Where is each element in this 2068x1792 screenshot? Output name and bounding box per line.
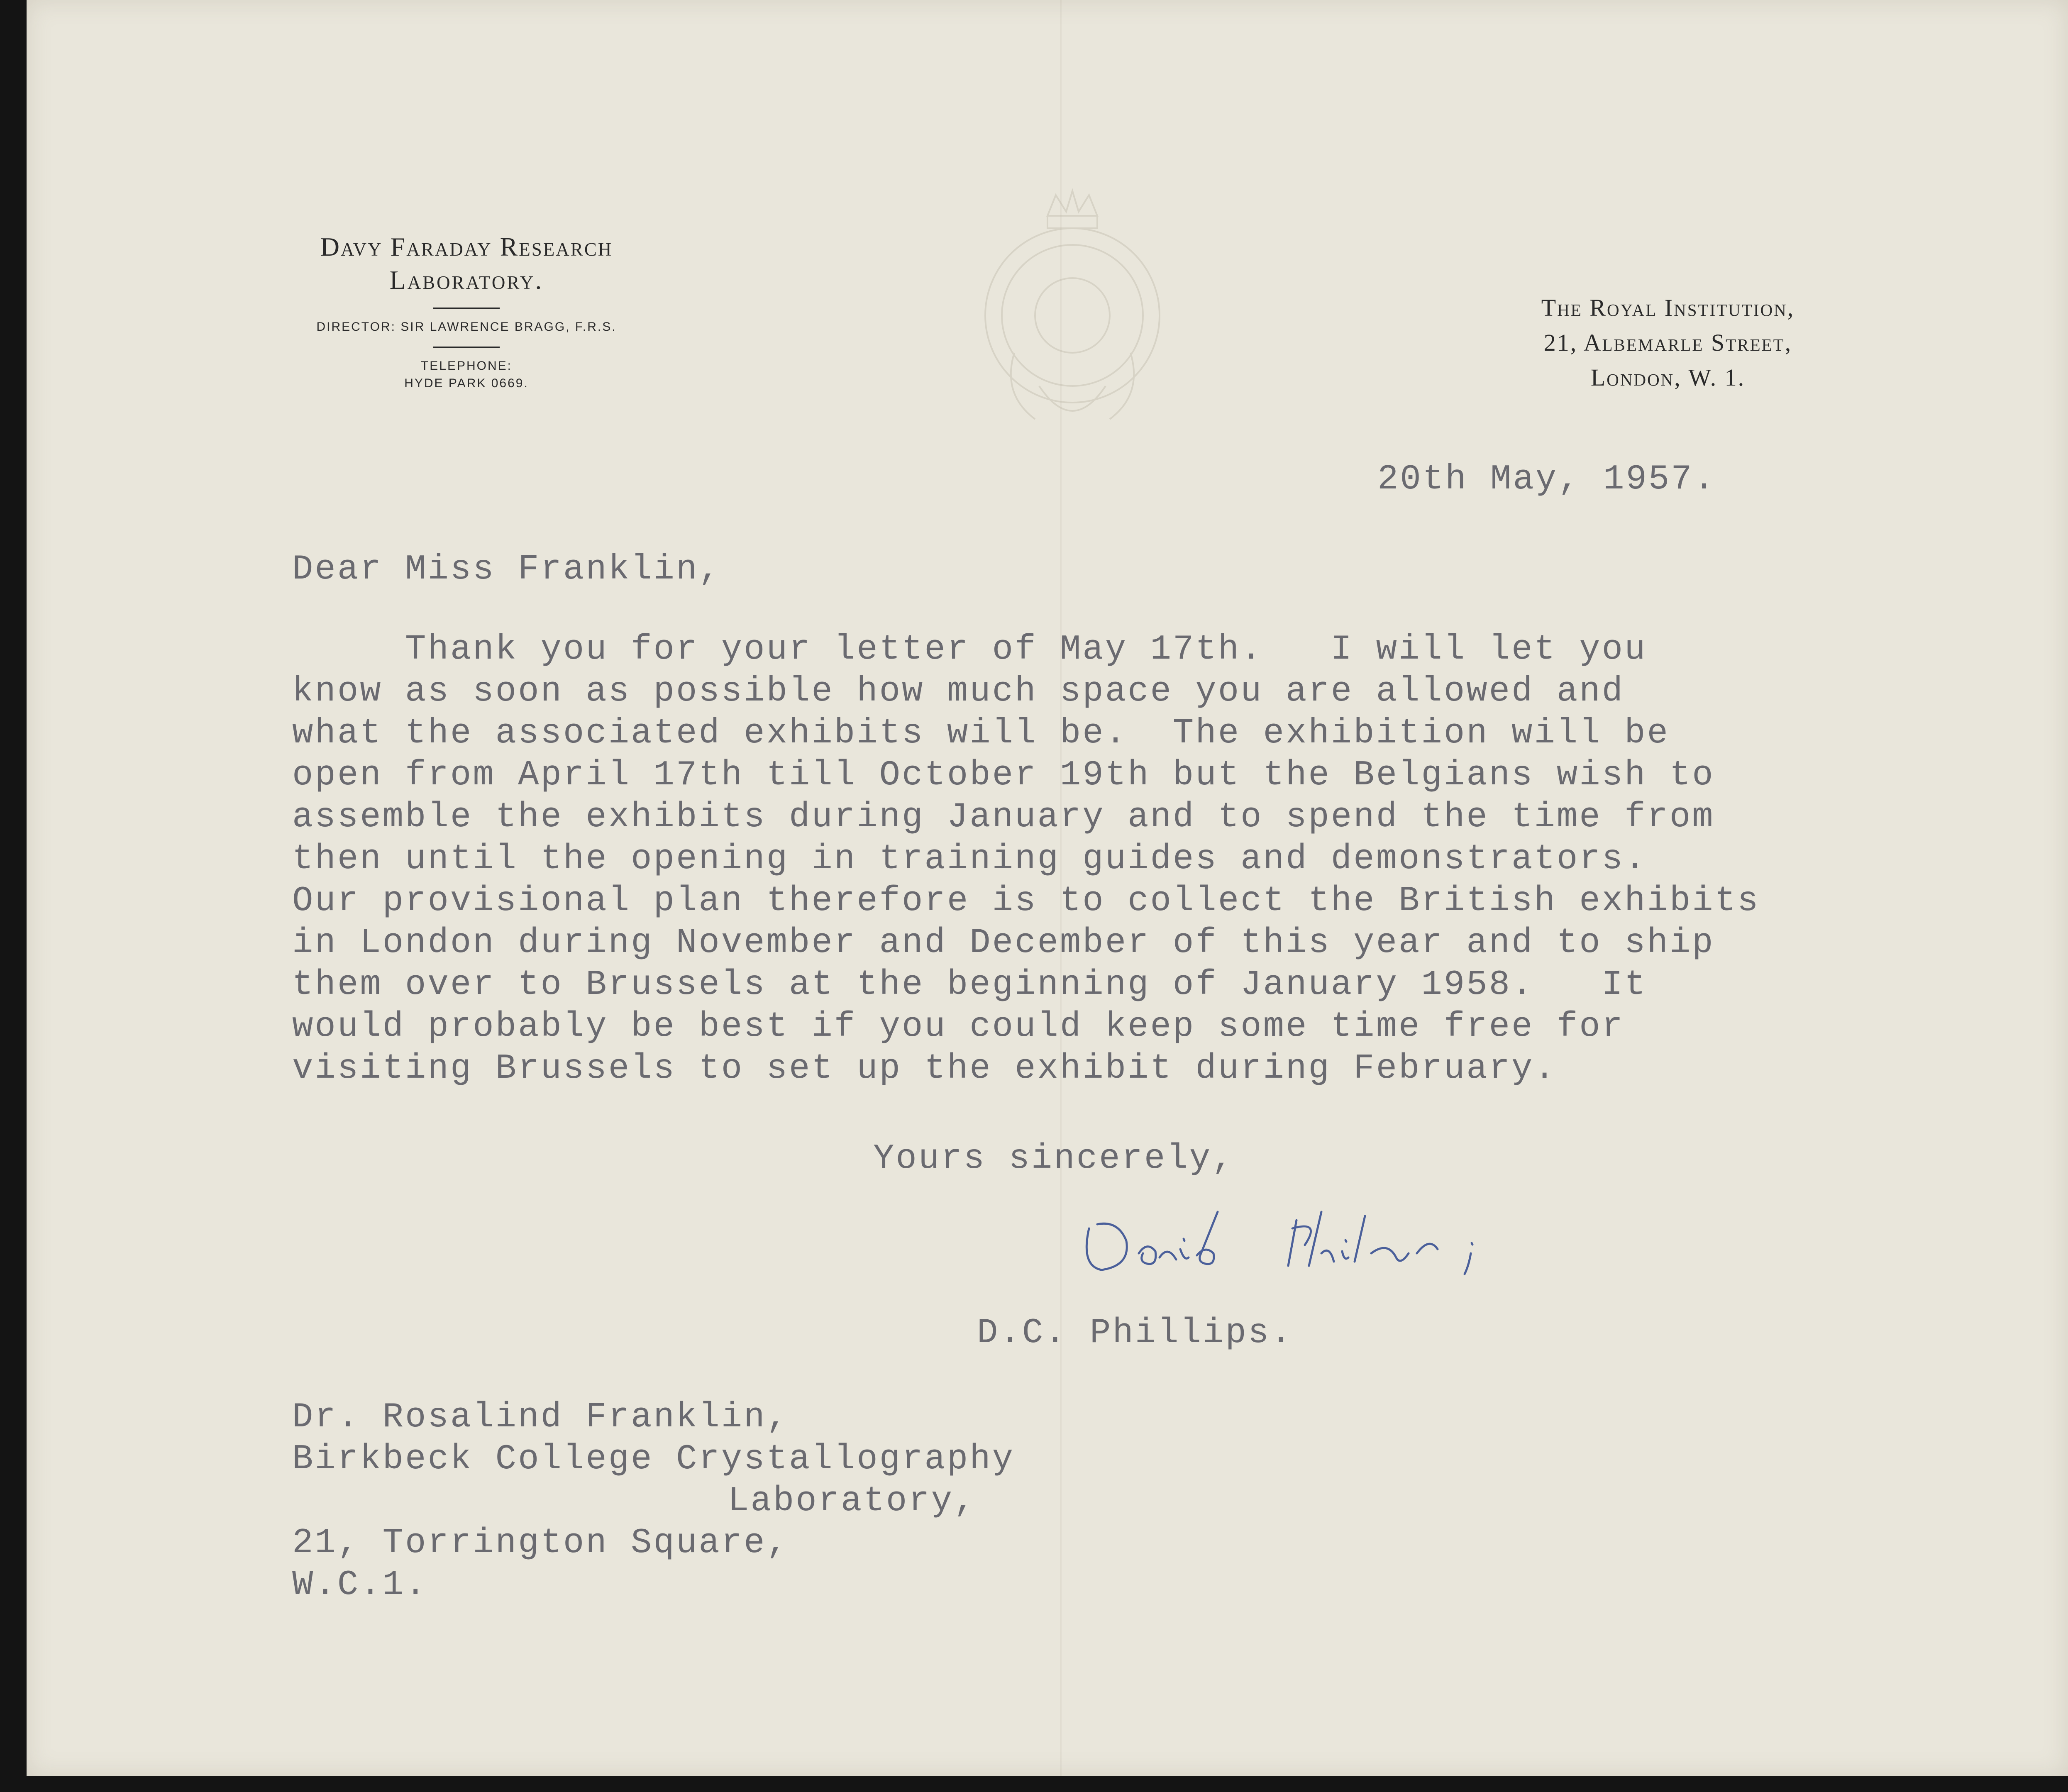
closing: Yours sincerely, bbox=[873, 1139, 1235, 1179]
body-line: Thank you for your letter of May 17th. I will let you bbox=[292, 630, 1647, 669]
letter-sheet bbox=[27, 0, 2068, 1776]
letterhead-right bbox=[1471, 291, 1865, 395]
lab-name-second-line: Laboratory. bbox=[389, 265, 544, 295]
body-line: visiting Brussels to set up the exhibit during February. bbox=[292, 1049, 1557, 1089]
body-line: open from April 17th till October 19th but the Belgians wish to bbox=[292, 756, 1715, 795]
body-line: would probably be best if you could keep some time free for bbox=[292, 1007, 1625, 1047]
body-line: Our provisional plan therefore is to collect the British exhibits bbox=[292, 881, 1760, 921]
telephone-number: HYDE PARK 0669. bbox=[404, 376, 529, 390]
director-line: DIRECTOR: SIR LAWRENCE BRAGG, F.R.S. bbox=[316, 320, 617, 334]
lab-name: Davy Faraday Research bbox=[320, 232, 613, 261]
letter-body bbox=[292, 629, 1760, 1090]
body-line: assemble the exhibits during January and to spend the time from bbox=[292, 798, 1715, 837]
recipient-name: Dr. Rosalind Franklin, bbox=[292, 1398, 789, 1437]
body-line: them over to Brussels at the beginning of January 1958. It bbox=[292, 965, 1647, 1005]
recipient-address bbox=[292, 1396, 1015, 1606]
divider bbox=[433, 347, 500, 348]
letter-date: 20th May, 1957. bbox=[1377, 460, 1716, 499]
recipient-postcode: W.C.1. bbox=[292, 1565, 428, 1605]
body-line: then until the opening in training guides and demonstrators. bbox=[292, 840, 1647, 879]
letterhead-left bbox=[201, 230, 732, 392]
signer-name: D.C. Phillips. bbox=[977, 1313, 1293, 1353]
address-line-2: 21, Albemarle Street, bbox=[1543, 329, 1792, 356]
body-line: in London during November and December of this year and to ship bbox=[292, 923, 1715, 963]
body-line: know as soon as possible how much space you are allowed and bbox=[292, 672, 1625, 711]
salutation: Dear Miss Franklin, bbox=[292, 550, 721, 589]
handwritten-signature bbox=[1072, 1204, 1537, 1287]
divider bbox=[433, 308, 500, 309]
address-line-1: The Royal Institution, bbox=[1541, 294, 1795, 321]
recipient-street: 21, Torrington Square, bbox=[292, 1523, 789, 1563]
body-line: what the associated exhibits will be. The exhibition will be bbox=[292, 714, 1670, 753]
recipient-department: Laboratory, bbox=[728, 1482, 977, 1521]
recipient-institution: Birkbeck College Crystallography bbox=[292, 1440, 1015, 1479]
address-line-3: London, W. 1. bbox=[1590, 364, 1746, 391]
telephone-label: TELEPHONE: bbox=[420, 359, 513, 373]
embossed-seal-icon bbox=[964, 178, 1180, 452]
